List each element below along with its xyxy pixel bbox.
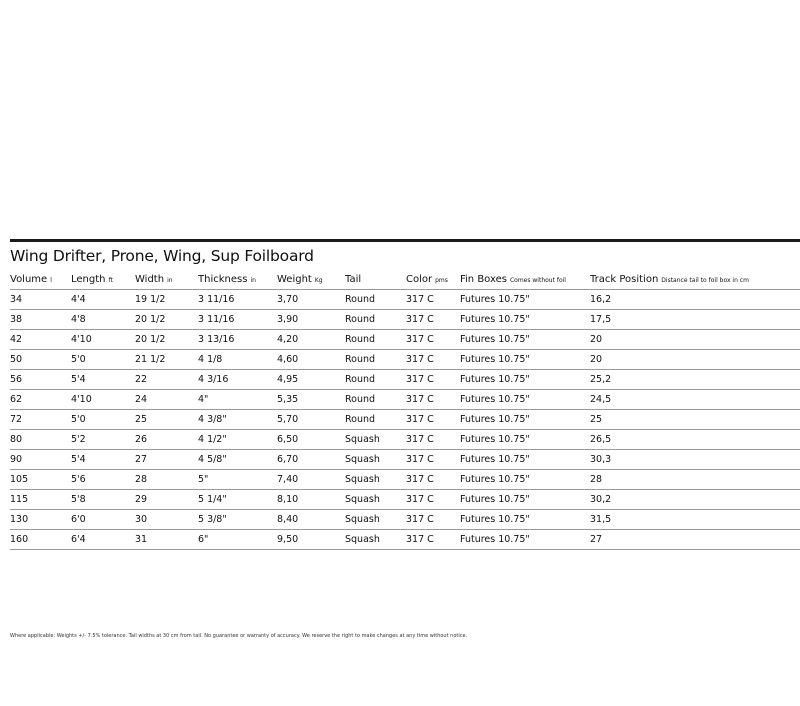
table-cell: 27 <box>135 450 198 470</box>
column-header-unit: in <box>250 276 256 284</box>
column-header-unit: l <box>50 276 52 284</box>
table-cell: 4,60 <box>277 350 345 370</box>
table-row <box>10 310 800 330</box>
table-row <box>10 510 800 530</box>
column-header-label: Track Position <box>590 273 659 285</box>
table-cell: 5'2 <box>71 430 135 450</box>
table-cell: 115 <box>10 490 71 510</box>
table-cell: 317 C <box>406 470 460 490</box>
table-row <box>10 290 800 310</box>
table-cell: Squash <box>345 510 406 530</box>
column-header <box>345 269 406 290</box>
table-cell: 80 <box>10 430 71 450</box>
column-header-unit: Comes without foil <box>509 276 566 284</box>
table-cell: 6'4 <box>71 530 135 550</box>
column-header-label: Length <box>71 273 106 285</box>
table-cell: 3 13/16 <box>198 330 277 350</box>
table-body <box>10 290 800 550</box>
table-cell: 5'4 <box>71 370 135 390</box>
table-cell: 7,40 <box>277 470 345 490</box>
table-cell: 6,50 <box>277 430 345 450</box>
table-cell: 25,2 <box>590 370 800 390</box>
table-cell: 30,3 <box>590 450 800 470</box>
column-header <box>590 269 800 290</box>
table-cell: Futures 10.75" <box>460 310 590 330</box>
table-cell: 4,95 <box>277 370 345 390</box>
table-cell: Futures 10.75" <box>460 330 590 350</box>
table-cell: 24,5 <box>590 390 800 410</box>
table-row <box>10 430 800 450</box>
table-cell: 20 <box>590 330 800 350</box>
table-cell: 317 C <box>406 290 460 310</box>
table-cell: 160 <box>10 530 71 550</box>
table-cell: 4,20 <box>277 330 345 350</box>
table-cell: Futures 10.75" <box>460 530 590 550</box>
table-cell: 317 C <box>406 330 460 350</box>
table-row <box>10 370 800 390</box>
table-cell: 31 <box>135 530 198 550</box>
table-row <box>10 350 800 370</box>
table-cell: Squash <box>345 490 406 510</box>
table-row <box>10 470 800 490</box>
table-cell: 8,40 <box>277 510 345 530</box>
table-cell: 34 <box>10 290 71 310</box>
table-cell: Round <box>345 370 406 390</box>
spec-table <box>10 269 800 550</box>
table-cell: 25 <box>590 410 800 430</box>
table-cell: 31,5 <box>590 510 800 530</box>
table-cell: 317 C <box>406 350 460 370</box>
table-cell: 4'4 <box>71 290 135 310</box>
table-cell: 4 1/8 <box>198 350 277 370</box>
table-cell: 317 C <box>406 530 460 550</box>
column-header <box>406 269 460 290</box>
table-cell: Futures 10.75" <box>460 290 590 310</box>
table-cell: 16,2 <box>590 290 800 310</box>
table-cell: 3,90 <box>277 310 345 330</box>
table-cell: 4 5/8" <box>198 450 277 470</box>
column-header-unit: Kg <box>314 276 323 284</box>
table-cell: 5'0 <box>71 410 135 430</box>
column-header-label: Weight <box>277 273 312 285</box>
table-cell: Futures 10.75" <box>460 430 590 450</box>
table-cell: 5,35 <box>277 390 345 410</box>
table-cell: 26,5 <box>590 430 800 450</box>
table-cell: 130 <box>10 510 71 530</box>
table-cell: 5" <box>198 470 277 490</box>
table-cell: 50 <box>10 350 71 370</box>
table-cell: 30 <box>135 510 198 530</box>
table-cell: Futures 10.75" <box>460 470 590 490</box>
table-cell: 90 <box>10 450 71 470</box>
column-header-unit: pms <box>435 276 448 284</box>
table-cell: Futures 10.75" <box>460 390 590 410</box>
table-cell: Futures 10.75" <box>460 510 590 530</box>
table-cell: 5 1/4" <box>198 490 277 510</box>
table-cell: 4" <box>198 390 277 410</box>
table-cell: 4'8 <box>71 310 135 330</box>
table-row <box>10 410 800 430</box>
table-cell: 27 <box>590 530 800 550</box>
table-cell: 20 1/2 <box>135 330 198 350</box>
table-cell: 62 <box>10 390 71 410</box>
column-header-label: Width <box>135 273 165 285</box>
table-cell: 20 1/2 <box>135 310 198 330</box>
table-cell: 28 <box>590 470 800 490</box>
table-cell: 28 <box>135 470 198 490</box>
table-cell: 6,70 <box>277 450 345 470</box>
table-cell: 317 C <box>406 510 460 530</box>
table-cell: Round <box>345 410 406 430</box>
title-rule <box>10 239 800 242</box>
table-cell: 24 <box>135 390 198 410</box>
table-cell: 22 <box>135 370 198 390</box>
table-row <box>10 490 800 510</box>
table-cell: Futures 10.75" <box>460 490 590 510</box>
column-header-unit: ft <box>108 276 113 284</box>
table-row <box>10 530 800 550</box>
column-header <box>135 269 198 290</box>
table-cell: 17,5 <box>590 310 800 330</box>
table-cell: 29 <box>135 490 198 510</box>
table-cell: 5'6 <box>71 470 135 490</box>
column-header-unit: Distance tail to foil box in cm <box>661 276 749 284</box>
table-cell: 5'8 <box>71 490 135 510</box>
table-cell: 21 1/2 <box>135 350 198 370</box>
table-cell: Round <box>345 330 406 350</box>
table-row <box>10 330 800 350</box>
table-cell: 38 <box>10 310 71 330</box>
table-cell: 105 <box>10 470 71 490</box>
table-cell: 72 <box>10 410 71 430</box>
table-cell: 6'0 <box>71 510 135 530</box>
table-cell: 5 3/8" <box>198 510 277 530</box>
table-cell: 317 C <box>406 490 460 510</box>
table-cell: 4'10 <box>71 330 135 350</box>
column-header <box>10 269 71 290</box>
table-cell: 26 <box>135 430 198 450</box>
table-cell: 4'10 <box>71 390 135 410</box>
table-cell: 5'0 <box>71 350 135 370</box>
table-cell: 25 <box>135 410 198 430</box>
column-header <box>277 269 345 290</box>
table-header-row <box>10 269 800 290</box>
table-cell: 20 <box>590 350 800 370</box>
table-cell: Round <box>345 350 406 370</box>
column-header-label: Color <box>406 273 433 285</box>
table-row <box>10 450 800 470</box>
table-cell: Round <box>345 310 406 330</box>
table-cell: 3 11/16 <box>198 290 277 310</box>
table-cell: 4 1/2" <box>198 430 277 450</box>
table-cell: 5'4 <box>71 450 135 470</box>
column-header-label: Thickness <box>198 273 248 285</box>
table-cell: 9,50 <box>277 530 345 550</box>
column-header-label: Fin Boxes <box>460 273 507 285</box>
table-cell: Squash <box>345 530 406 550</box>
table-cell: 317 C <box>406 310 460 330</box>
table-cell: Squash <box>345 450 406 470</box>
table-cell: 3 11/16 <box>198 310 277 330</box>
table-cell: 56 <box>10 370 71 390</box>
table-cell: 30,2 <box>590 490 800 510</box>
table-cell: 6" <box>198 530 277 550</box>
table-cell: Futures 10.75" <box>460 410 590 430</box>
table-cell: 317 C <box>406 390 460 410</box>
table-cell: 19 1/2 <box>135 290 198 310</box>
table-cell: 317 C <box>406 410 460 430</box>
table-cell: Futures 10.75" <box>460 370 590 390</box>
column-header-label: Volume <box>10 273 48 285</box>
table-cell: 3,70 <box>277 290 345 310</box>
table-row <box>10 390 800 410</box>
table-cell: Futures 10.75" <box>460 350 590 370</box>
column-header <box>460 269 590 290</box>
column-header-label: Tail <box>345 273 362 285</box>
table-cell: Squash <box>345 470 406 490</box>
document-title: Wing Drifter, Prone, Wing, Sup Foilboard <box>10 247 314 265</box>
column-header <box>198 269 277 290</box>
column-header-unit: in <box>167 276 173 284</box>
column-header <box>71 269 135 290</box>
table-cell: Squash <box>345 430 406 450</box>
table-cell: 5,70 <box>277 410 345 430</box>
table-cell: Futures 10.75" <box>460 450 590 470</box>
disclaimer-footnote: Where applicable: Weights +/- 7.5% tolerance. Tail widths at 30 cm from tail. No guarantee or warranty of accuracy. We reserve the right to make changes at any time without notice. <box>10 633 468 639</box>
table-cell: Round <box>345 290 406 310</box>
table-cell: 42 <box>10 330 71 350</box>
table-cell: 4 3/16 <box>198 370 277 390</box>
table-cell: 4 3/8" <box>198 410 277 430</box>
table-cell: 317 C <box>406 450 460 470</box>
table-cell: Round <box>345 390 406 410</box>
table-cell: 317 C <box>406 370 460 390</box>
table-cell: 317 C <box>406 430 460 450</box>
table-cell: 8,10 <box>277 490 345 510</box>
